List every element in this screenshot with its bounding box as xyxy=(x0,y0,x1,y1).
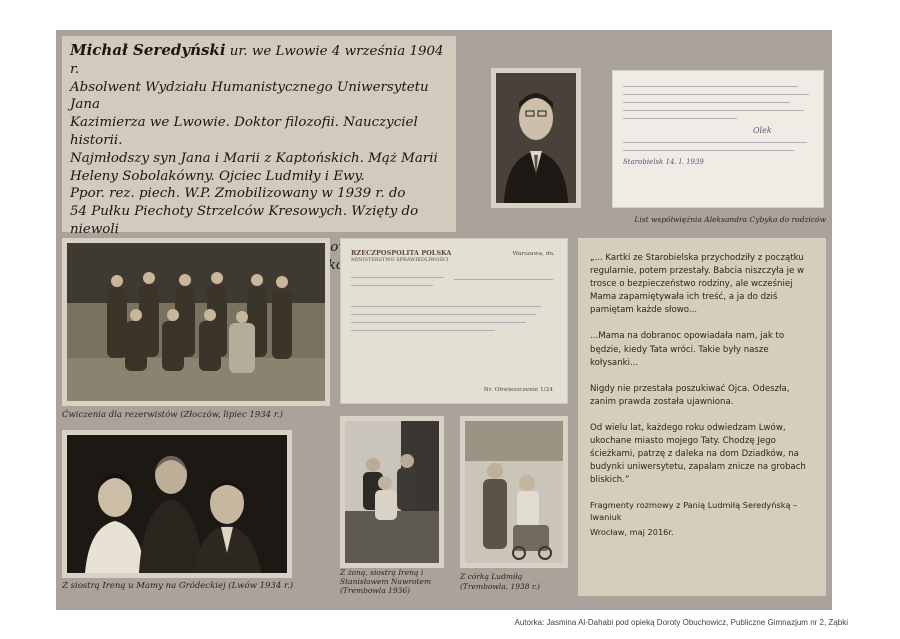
bio-line: ur. we Lwowie 4 września 1904 r. xyxy=(70,44,444,77)
footer-credit: Autorka: Jasmina Al-Dahabi pod opieką Doroty Obuchowicz, Publiczne Gimnazjum nr 2, Ząbki xyxy=(514,618,848,627)
interview-quote xyxy=(578,238,826,596)
army-photo xyxy=(62,238,330,406)
bio-line: Heleny Sobolakówny. Ojciec Ludmiły i Ewy. xyxy=(70,168,365,184)
quote-paragraph: „... Kartki ze Starobielska przychodziły z początku regularnie, potem przestały. Babcia niszczyła je w trosce o bezpieczeństwo rodziny, ale wcześniej Mama zapamiętywała ich treść, a ja do dziś pamiętam każde słowo... xyxy=(590,253,805,316)
bio-line: Kazimierza we Lwowie. Doktor filozofii. Nauczyciel historii. xyxy=(70,115,418,148)
quote-source: Fragmenty rozmowy z Panią Ludmiłą Seredyńską – Iwaniuk xyxy=(590,500,798,522)
family2-caption: Z żoną, siostrą Ireną i Stanisławem Nawrotem (Trembowla 1936) xyxy=(340,568,432,595)
bio-line: Charkowie. xyxy=(294,257,372,273)
letter-signature: Olek xyxy=(753,126,772,135)
quote-paragraph: ...Mama na dobranoc opowiadała nam, jak to będzie, kiedy Tata wróci. Takie były nasze kołysanki... xyxy=(590,331,785,368)
family1-caption: Z siostrą Ireną u Mamy na Gródeckiej (Lwów 1934 r.) xyxy=(62,581,294,591)
portrait-photo xyxy=(491,68,581,208)
bio-line: Ppor. rez. piech. W.P. Zmobilizowany w 1939 r. do xyxy=(70,186,406,202)
bio-line: Absolwent Wydziału Humanistycznego Uniwersytetu Jana xyxy=(70,79,429,113)
official-document xyxy=(340,238,568,404)
army-group-image xyxy=(67,243,325,401)
family-image xyxy=(67,435,287,573)
letter-caption: List współwięźnia Aleksandra Cybyka do rodziców xyxy=(634,215,826,224)
army-caption: Ćwiczenia dla rezerwistów (Złoczów, lipiec 1934 r.) xyxy=(62,410,283,420)
quote-paragraph: Od wielu lat, każdego roku odwiedzam Lwów, ukochane miasto mojego Taty. Chodzę Jego ścieżkami, patrzę z daleka na dom Dziadków, na budynki uniwersytetu, zapalam znicze na grobach bliskich.” xyxy=(590,422,806,486)
bio-line: 54 Pułku Piechoty Strzelców Kresowych. Wzięty do niewoli xyxy=(70,204,419,237)
document-place-date: Warszawa, dn. xyxy=(512,251,555,257)
portrait-image xyxy=(496,73,576,203)
letter-date: Starobielsk 14. I. 1939 xyxy=(623,158,704,166)
document-heading: RZECZPOSPOLITA POLSKA xyxy=(351,249,452,257)
family-image-2 xyxy=(345,421,439,563)
bio-line: Najmłodszy syn Jana i Marii z Kaptońskich. Mąż Marii xyxy=(70,150,438,166)
daughter-photo xyxy=(460,416,568,568)
document-subheading: MINISTERSTWO SPRAWIEDLIWOŚCI xyxy=(351,257,449,263)
daughter-image xyxy=(465,421,563,563)
document-signature: Nr. Obwieszczenie 1/24 xyxy=(483,387,553,393)
quote-place-date: Wrocław, maj 2016r. xyxy=(590,527,674,538)
family-photo-wife xyxy=(340,416,444,568)
quote-paragraph: Nigdy nie przestała poszukiwać Ojca. Odeszła, zanim prawda została ujawniona. xyxy=(590,383,790,407)
bio-line: internowany xyxy=(289,239,374,255)
letter-scan xyxy=(612,70,824,208)
daughter-caption: Z córką Ludmiłą (Trembowla, 1938 r.) xyxy=(460,572,540,591)
person-name: Michał Seredyński xyxy=(70,41,226,59)
family-photo-mother xyxy=(62,430,292,578)
